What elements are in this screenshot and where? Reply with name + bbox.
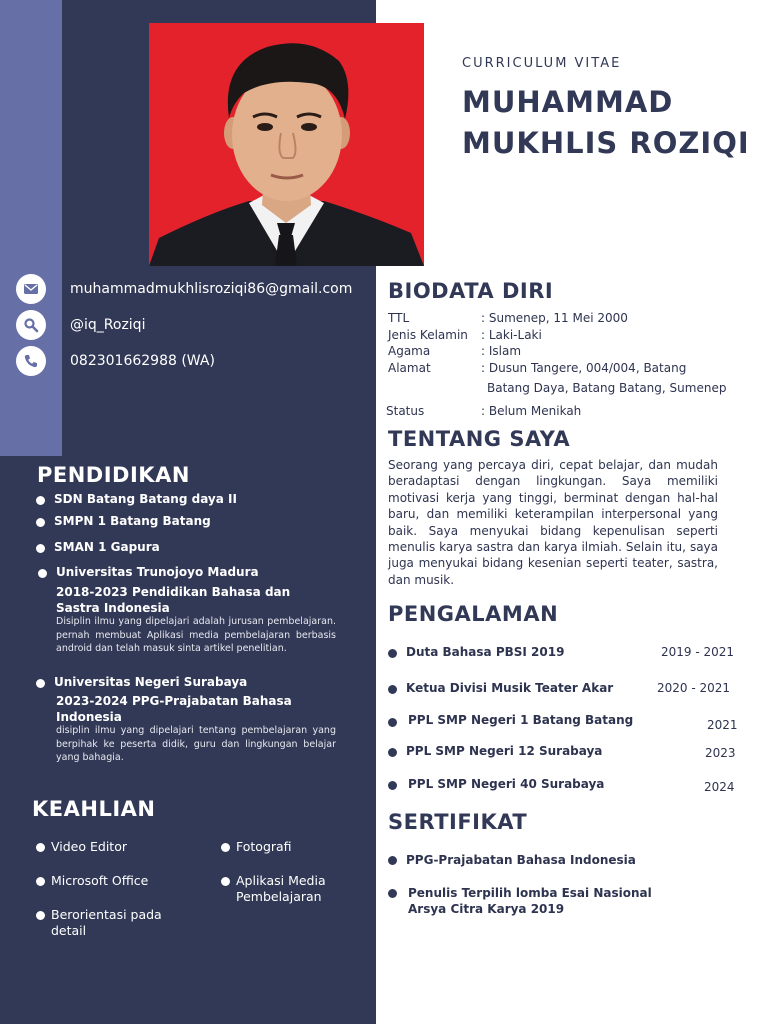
- education-school: SDN Batang Batang daya II: [54, 492, 237, 506]
- biodata-value: : Sumenep, 11 Mei 2000: [481, 311, 628, 325]
- bullet: [388, 856, 397, 865]
- profile-photo: [149, 23, 424, 266]
- bullet: [36, 877, 45, 886]
- bullet: [388, 889, 397, 898]
- skill-item: [236, 839, 292, 855]
- accent-strip: [0, 0, 62, 456]
- skills-title: KEAHLIAN: [32, 797, 156, 821]
- experience-year: 2021: [707, 718, 738, 732]
- contact-instagram-row: [16, 310, 146, 340]
- bullet: [388, 781, 397, 790]
- skill-item: [51, 873, 148, 889]
- skill-item: [51, 907, 191, 939]
- experience-item: [388, 744, 736, 762]
- search-icon: [16, 310, 46, 340]
- contact-email[interactable]: muhammadmukhlisroziqi86@gmail.com: [70, 281, 353, 297]
- biodata-value: Batang Daya, Batang Batang, Sumenep: [487, 381, 727, 395]
- education-title: PENDIDIKAN: [37, 463, 190, 487]
- biodata-value: : Dusun Tangere, 004/004, Batang: [481, 361, 687, 375]
- biodata-value: : Islam: [481, 344, 522, 358]
- experience-role: Duta Bahasa PBSI 2019: [406, 645, 565, 659]
- about-title: TENTANG SAYA: [388, 427, 571, 451]
- biodata-title: BIODATA DIRI: [388, 279, 554, 303]
- bullet: [36, 679, 45, 688]
- experience-title: PENGALAMAN: [388, 602, 559, 626]
- contact-phone[interactable]: 082301662988 (WA): [70, 353, 215, 369]
- experience-role: PPL SMP Negeri 12 Surabaya: [406, 744, 603, 758]
- skill-label: Microsoft Office: [51, 873, 149, 888]
- education-school: SMPN 1 Batang Batang: [54, 514, 211, 528]
- bullet: [36, 544, 45, 553]
- skill-item: [236, 873, 356, 905]
- experience-role: PPL SMP Negeri 40 Surabaya: [408, 777, 605, 791]
- bullet: [36, 496, 45, 505]
- experience-item: [388, 681, 736, 699]
- full-name-line1: MUHAMMAD: [462, 85, 674, 119]
- full-name-line2: MUKHLIS ROZIQI: [462, 126, 750, 160]
- education-description: disiplin ilmu yang dipelajari tentang pembelajaran yang berpihak ke peserta didik, guru dan lingkungan belajar yang bahagia.: [56, 725, 336, 763]
- education-school: Universitas Negeri Surabaya: [54, 675, 248, 689]
- contact-instagram[interactable]: @iq_Roziqi: [70, 317, 146, 333]
- education-program: 2023-2024 PPG-Prajabatan Bahasa Indonesia: [56, 694, 292, 724]
- biodata-key: Agama: [388, 344, 431, 358]
- bullet: [38, 569, 47, 578]
- full-name: [462, 82, 750, 164]
- biodata-key: Jenis Kelamin: [388, 328, 468, 342]
- certificate-label-line2: Arsya Citra Karya 2019: [408, 902, 565, 916]
- experience-year: 2019 - 2021: [661, 645, 735, 659]
- bullet: [221, 843, 230, 852]
- skill-item: [51, 839, 127, 855]
- bullet: [388, 718, 397, 727]
- skill-label: Berorientasi pada detail: [51, 907, 162, 938]
- mail-icon: [16, 274, 46, 304]
- biodata-key: Status: [386, 404, 425, 418]
- skill-label: Video Editor: [51, 839, 127, 854]
- cv-label: CURRICULUM VITAE: [462, 56, 622, 71]
- bullet: [388, 685, 397, 694]
- biodata-key: TTL: [388, 311, 410, 325]
- contact-phone-row: [16, 346, 215, 376]
- bullet: [388, 748, 397, 757]
- about-text: Seorang yang percaya diri, cepat belajar, dan mudah beradaptasi dengan lingkungan. Saya memiliki motivasi kerja yang tinggi, berminat dengan hal-hal baru, dan memiliki keterampilan interpersonal yang baik. Saya menyukai bidang kepenulisan seperti menulis karya sastra dan karya ilmiah. Selain itu, saya juga menyukai bidang kesenian seperti teater, sastra, dan musik.: [388, 458, 718, 587]
- bullet: [36, 518, 45, 527]
- phone-icon: [16, 346, 46, 376]
- education-description: Disiplin ilmu yang dipelajari adalah jurusan pembelajaran. pernah membuat Aplikasi media pembelajaran berbasis android dan telah masuk sinta artikel penelitian.: [56, 616, 336, 654]
- certificate-label-line1: Penulis Terpilih lomba Esai Nasional: [408, 886, 652, 900]
- bullet: [36, 843, 45, 852]
- skill-label: Aplikasi Media Pembelajaran: [236, 873, 326, 904]
- experience-year: 2024: [704, 780, 735, 794]
- experience-item: [388, 645, 736, 663]
- biodata-key: Alamat: [388, 361, 431, 375]
- education-program: 2018-2023 Pendidikan Bahasa dan Sastra Indonesia: [56, 585, 291, 615]
- experience-item: [388, 713, 736, 731]
- experience-role: Ketua Divisi Musik Teater Akar: [406, 681, 614, 695]
- bullet: [221, 877, 230, 886]
- certificate-label: PPG-Prajabatan Bahasa Indonesia: [406, 853, 636, 867]
- experience-year: 2023: [705, 746, 736, 760]
- education-school: SMAN 1 Gapura: [54, 540, 160, 554]
- contact-email-row: [16, 274, 353, 304]
- bullet: [36, 911, 45, 920]
- certificates-title: SERTIFIKAT: [388, 810, 528, 834]
- experience-item: [388, 777, 736, 795]
- experience-year: 2020 - 2021: [657, 681, 731, 695]
- biodata-value: : Laki-Laki: [481, 328, 542, 342]
- education-school: Universitas Trunojoyo Madura: [56, 565, 259, 579]
- skill-label: Fotografi: [236, 839, 292, 854]
- bullet: [388, 649, 397, 658]
- biodata-value: : Belum Menikah: [481, 404, 582, 418]
- experience-role: PPL SMP Negeri 1 Batang Batang: [408, 713, 634, 727]
